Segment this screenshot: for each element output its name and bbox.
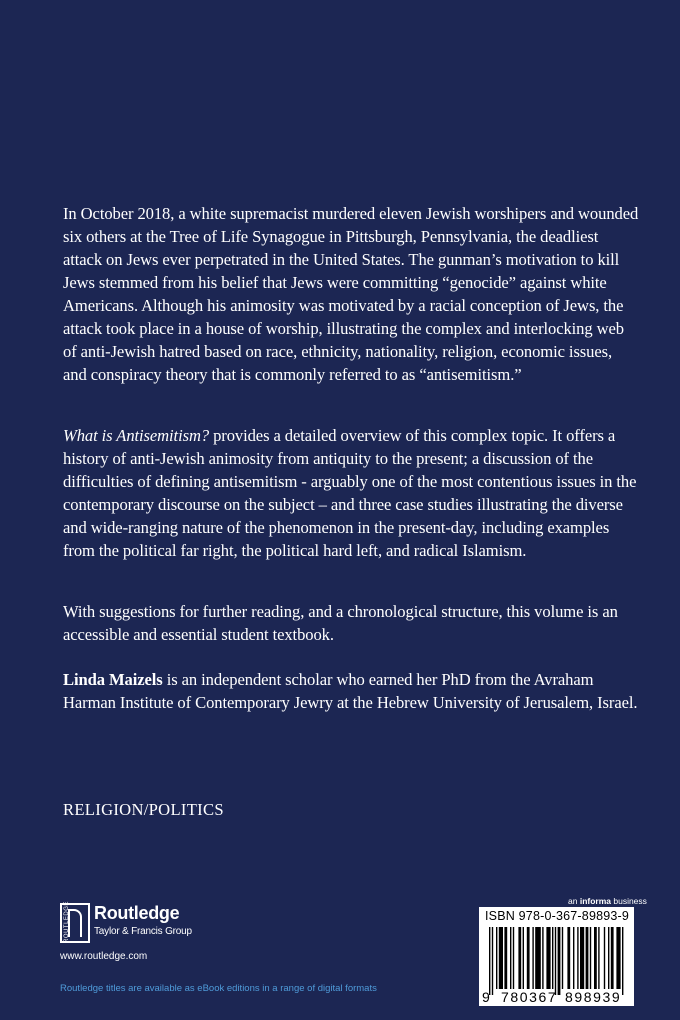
isbn-barcode [479,907,634,1006]
barcode-bar [510,927,511,989]
blurb-paragraph-2-text: provides a detailed overview of this complex topic. It offers a history of anti-Jewish animosity from antiquity to the present; a discussion of the difficulties of defining antisemitism - arguably one of the most contentious issues in the contemporary discourse on the subject – and three case studies illustrating the diverse and wide-ranging nature of the phenomenon in the present-day, including examples from the political far right, the political hard left, and radical Islamism. [63,426,637,560]
publisher-group: Taylor & Francis Group [94,926,192,937]
blurb-paragraph-1: In October 2018, a white supremacist murdered eleven Jewish worshipers and wounded six others at the Tree of Life Synagogue in Pittsburgh, Pennsylvania, the deadliest attack on Jews ever perpetrated in the United States. The gunman’s motivation to kill Jews stemmed from his belief that Jews were committing “genocide” against white Americans. Although his animosity was motivated by a racial conception of Jews, the attack took place in a house of worship, illustrating the complex and interlocking web of anti-Jewish hatred based on race, ethnicity, nationality, religion, economic issues, and conspiracy theory that is commonly referred to as “antisemitism.” [63,204,639,384]
barcode-bar [573,927,574,989]
barcode-bar [616,927,620,989]
barcode-bar [542,927,543,989]
barcode-bar [622,927,623,995]
barcode-bar [532,927,533,989]
barcode-bar [608,927,609,989]
barcode-bar [562,927,563,989]
isbn-label: ISBN 978-0-367-89893-9 [485,909,630,923]
subject-category: RELIGION/POLITICS [63,800,224,819]
barcode-bar [567,927,570,989]
barcode-bar [586,927,589,989]
barcode-bar [518,927,521,989]
barcode-bar [577,927,578,989]
blurb-paragraph-3: With suggestions for further reading, and a chronological structure, this volume is an accessible and essential student textbook. [63,602,618,644]
barcode-bar [552,927,553,989]
barcode-bar [604,927,605,989]
author-bio-text: is an independent scholar who earned her PhD from the Avraham Harman Institute of Contemporary Jewry at the Hebrew University of Jerusalem, Israel. [63,670,638,712]
barcode-bar [523,927,524,989]
barcode-bar [580,927,584,989]
barcode-bar [527,927,530,989]
barcode-bar [611,927,614,989]
informa-suffix: business [611,896,647,906]
barcode-digits-group-2: 898939 [565,989,622,1005]
routledge-logo-icon [60,903,90,943]
barcode-bar [496,927,497,989]
barcode-bar [513,927,514,989]
publisher-name: Routledge [94,903,180,923]
barcode-bar [546,927,550,989]
informa-business-label [568,896,647,906]
informa-prefix: an [568,896,580,906]
barcode-bar [489,927,490,995]
informa-brand: informa [579,896,611,906]
routledge-logo-text: ROUTLEDGE [63,901,70,943]
ebook-note: Routledge titles are available as eBook editions in a range of digital formats [60,983,377,994]
barcode-bar [492,927,493,995]
barcode-bar [535,927,541,989]
barcode-bar [558,927,561,995]
barcode-bar [499,927,503,989]
author-name: Linda Maizels [63,670,163,689]
publisher-url: www.routledge.com [60,951,148,962]
barcode-bar [504,927,507,989]
author-bio [63,668,639,714]
barcode-digits-group-1: 780367 [501,989,558,1005]
blurb-paragraph-2 [63,424,639,562]
book-title: What is Antisemitism? [63,426,210,445]
barcode-bars [489,927,626,995]
barcode-bar [598,927,599,989]
barcode-bar [594,927,597,989]
barcode-digit-first: 9 [482,989,492,1005]
barcode-bar [590,927,591,989]
barcode-bar [555,927,556,995]
